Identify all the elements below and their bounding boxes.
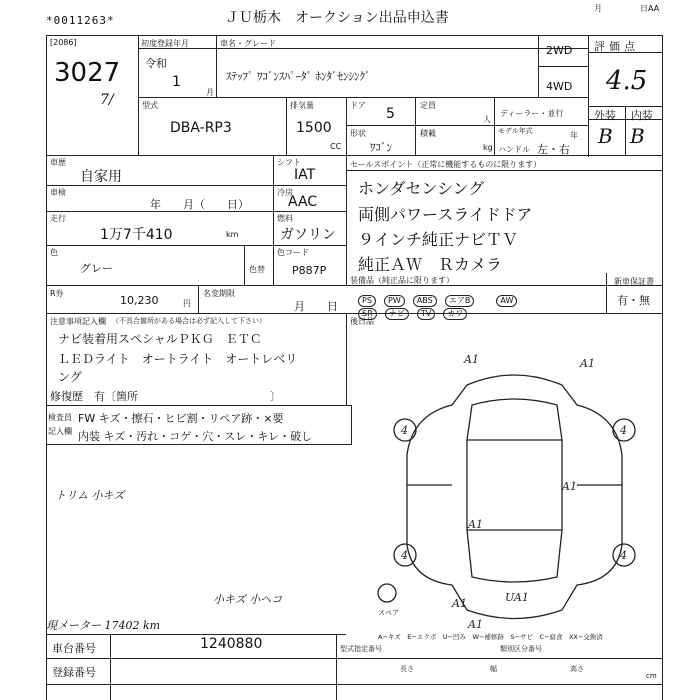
mileage-label: 走行 xyxy=(50,214,66,223)
equip-tv xyxy=(417,308,435,320)
damage-mark: 4 xyxy=(620,424,627,437)
first-reg-label: 初度登録年月 xyxy=(141,39,189,48)
damage-mark: A1 xyxy=(468,518,483,531)
length-label: 長さ xyxy=(400,665,414,673)
day-label: 日AA xyxy=(640,4,660,13)
int-grade: B xyxy=(630,124,645,148)
inspector-label-2: 記入欄 xyxy=(48,427,72,436)
damage-mark: UA1 xyxy=(505,591,529,604)
ac: AAC xyxy=(288,194,318,210)
doors: 5 xyxy=(386,106,395,122)
car-name: ｽﾃｯﾌﾟ ﾜｺﾞﾝｽﾊﾟｰﾀﾞ ﾎﾝﾀﾞｾﾝｼﾝｸﾞ xyxy=(226,70,371,83)
fuel: ガソリン xyxy=(280,227,336,243)
cm-unit: cm xyxy=(646,672,657,680)
equipment-label: 装備品（純正品に限ります） xyxy=(350,276,454,285)
model-year-label: モデル年式 xyxy=(498,127,533,135)
equip-ps: PS xyxy=(358,295,376,307)
note-line: ナビ装着用スペシャルＰＫＧ ＥＴＣ xyxy=(58,332,262,346)
equip-pw: PW xyxy=(384,295,405,307)
form-title: ＪＵ栃木 オークション出品申込書 xyxy=(225,10,449,26)
note-line: ＬＥＤライト オートライト オートレベリ xyxy=(58,352,298,366)
recycle-unit: 円 xyxy=(183,299,191,308)
notes-sublabel: （不具合箇所がある場合は必ず記入して下さい） xyxy=(112,317,266,325)
damage-mark: 4 xyxy=(620,549,627,562)
damage-mark: A1 xyxy=(580,357,595,370)
new-warranty: 有・無 xyxy=(617,294,650,307)
color-label: 色 xyxy=(50,248,58,257)
title-change-label: 名変期限 xyxy=(203,289,235,298)
new-warranty-label: 新車保証書 xyxy=(614,277,654,286)
height-label: 高さ xyxy=(570,665,584,673)
spare-label: スペア xyxy=(378,609,399,617)
repair-history: 修復歴 有〔箇所 〕 xyxy=(50,390,281,403)
equip-navi xyxy=(385,308,409,320)
shift: IAT xyxy=(294,167,316,183)
inspector-row-int: 内装 キズ・汚れ・コゲ・穴・スレ・キレ・破し xyxy=(78,430,313,443)
int-label: 内装 xyxy=(631,109,653,122)
equip-abs: ABS xyxy=(413,295,437,307)
equip-aw: AW xyxy=(496,295,517,307)
sales-point: 純正ＡＷ Ｒカメラ xyxy=(358,255,503,274)
inspection-label: 車検 xyxy=(50,188,66,197)
inspector-row-ext: FW キズ・擦石・ヒビ割・リペア跡・×要 xyxy=(78,412,284,425)
damage-mark: A1 xyxy=(468,618,483,630)
usage: 自家用 xyxy=(80,169,122,185)
damage-legend: A−キズ E−エクボ U−凹み W−補修跡 S−サビ C−腐食 XX−交換済 xyxy=(378,633,603,641)
sales-point: ホンダセンシング xyxy=(358,179,485,198)
damage-mark: 4 xyxy=(401,424,408,437)
load-unit: kg xyxy=(483,143,493,152)
cc-unit: CC xyxy=(330,142,342,151)
fuel-label: 燃料 xyxy=(277,214,293,223)
grade-label: 評価点 xyxy=(594,40,639,53)
shift-label: シフト xyxy=(277,158,301,167)
handle: 左・右 xyxy=(537,143,570,156)
drive-4wd: 4WD xyxy=(546,80,573,93)
code-label: [2086] xyxy=(50,38,77,47)
reg-label: 登録番号 xyxy=(52,666,96,679)
ac-label: 冷房 xyxy=(277,188,293,197)
load-label: 積載 xyxy=(420,129,436,138)
ext-grade: B xyxy=(598,124,613,148)
usage-label: 車歴 xyxy=(50,158,66,167)
model-label: 型式 xyxy=(142,101,158,110)
color-code-label: 色コード xyxy=(277,248,309,257)
capacity-label: 定員 xyxy=(420,101,436,110)
model-year-unit: 年 xyxy=(570,131,578,140)
sales-point: 両側パワースライドドア xyxy=(358,205,533,224)
body-type: ﾜｺﾞﾝ xyxy=(370,141,392,154)
rear-items-label: 後日品 xyxy=(350,317,374,326)
chassis-number: 1240880 xyxy=(200,636,263,652)
sales-points-label: セールスポイント（正常に機能するものに限ります） xyxy=(350,160,542,169)
body-label: 形状 xyxy=(350,129,366,138)
dealer-label: ディーラー・並行 xyxy=(500,109,564,118)
ext-label: 外装 xyxy=(594,109,616,122)
capacity-unit: 人 xyxy=(483,115,491,124)
name-label: 車名・グレード xyxy=(220,39,276,48)
notes-label: 注意事項記入欄 xyxy=(50,317,106,326)
month-unit: 月 xyxy=(206,88,214,97)
handwritten-note: 小キズ 小ヘコ xyxy=(213,593,283,606)
category-label: 類別区分番号 xyxy=(500,645,542,653)
hand-mark: 7/ xyxy=(100,92,114,108)
grade-value: 4.5 xyxy=(606,66,648,96)
sales-point: ９インチ純正ナビＴＶ xyxy=(358,230,519,249)
width-label: 幅 xyxy=(490,665,497,673)
lot-number: 3027 xyxy=(54,58,121,88)
model-code: DBA-RP3 xyxy=(170,120,232,136)
note-line: ング xyxy=(58,370,82,384)
car-damage-diagram xyxy=(372,345,657,630)
mileage-unit: km xyxy=(226,230,239,239)
drive-2wd: 2WD xyxy=(546,44,573,57)
displacement-label: 排気量 xyxy=(290,101,314,110)
color-code: P887P xyxy=(292,264,327,277)
era: 令和 xyxy=(145,57,167,70)
damage-mark: A1 xyxy=(562,480,577,493)
displacement: 1500 xyxy=(296,120,332,136)
color: グレー xyxy=(80,262,113,275)
title-change: 月 日 xyxy=(294,300,338,313)
recycle-label: R券 xyxy=(50,289,64,298)
reg-year: 1 xyxy=(172,74,181,90)
chassis-label: 車台番号 xyxy=(52,642,96,655)
warranty-label: 型式指定番号 xyxy=(340,645,382,653)
equip-leather xyxy=(443,308,467,320)
color-change-label: 色替 xyxy=(249,265,265,274)
month-label: 月 xyxy=(594,4,602,13)
inspection: 年 月（ 日） xyxy=(150,198,249,211)
odometer-note: 現メーター 17402 km xyxy=(46,619,161,632)
doors-label: ドア xyxy=(350,101,366,110)
damage-mark: 4 xyxy=(401,549,408,562)
serial-number: *0011263* xyxy=(46,14,115,27)
recycle-fee: 10,230 xyxy=(120,294,159,307)
equip-airbag: エアB xyxy=(445,295,475,307)
equipment-row-2 xyxy=(358,301,470,320)
handle-label: ハンドル xyxy=(498,145,530,154)
damage-mark: A1 xyxy=(464,353,479,366)
mileage: 1万7千410 xyxy=(100,227,173,243)
handwritten-note: トリム 小キズ xyxy=(55,489,125,502)
damage-mark: A1 xyxy=(452,597,467,610)
inspector-label: 検査員 xyxy=(48,413,72,422)
